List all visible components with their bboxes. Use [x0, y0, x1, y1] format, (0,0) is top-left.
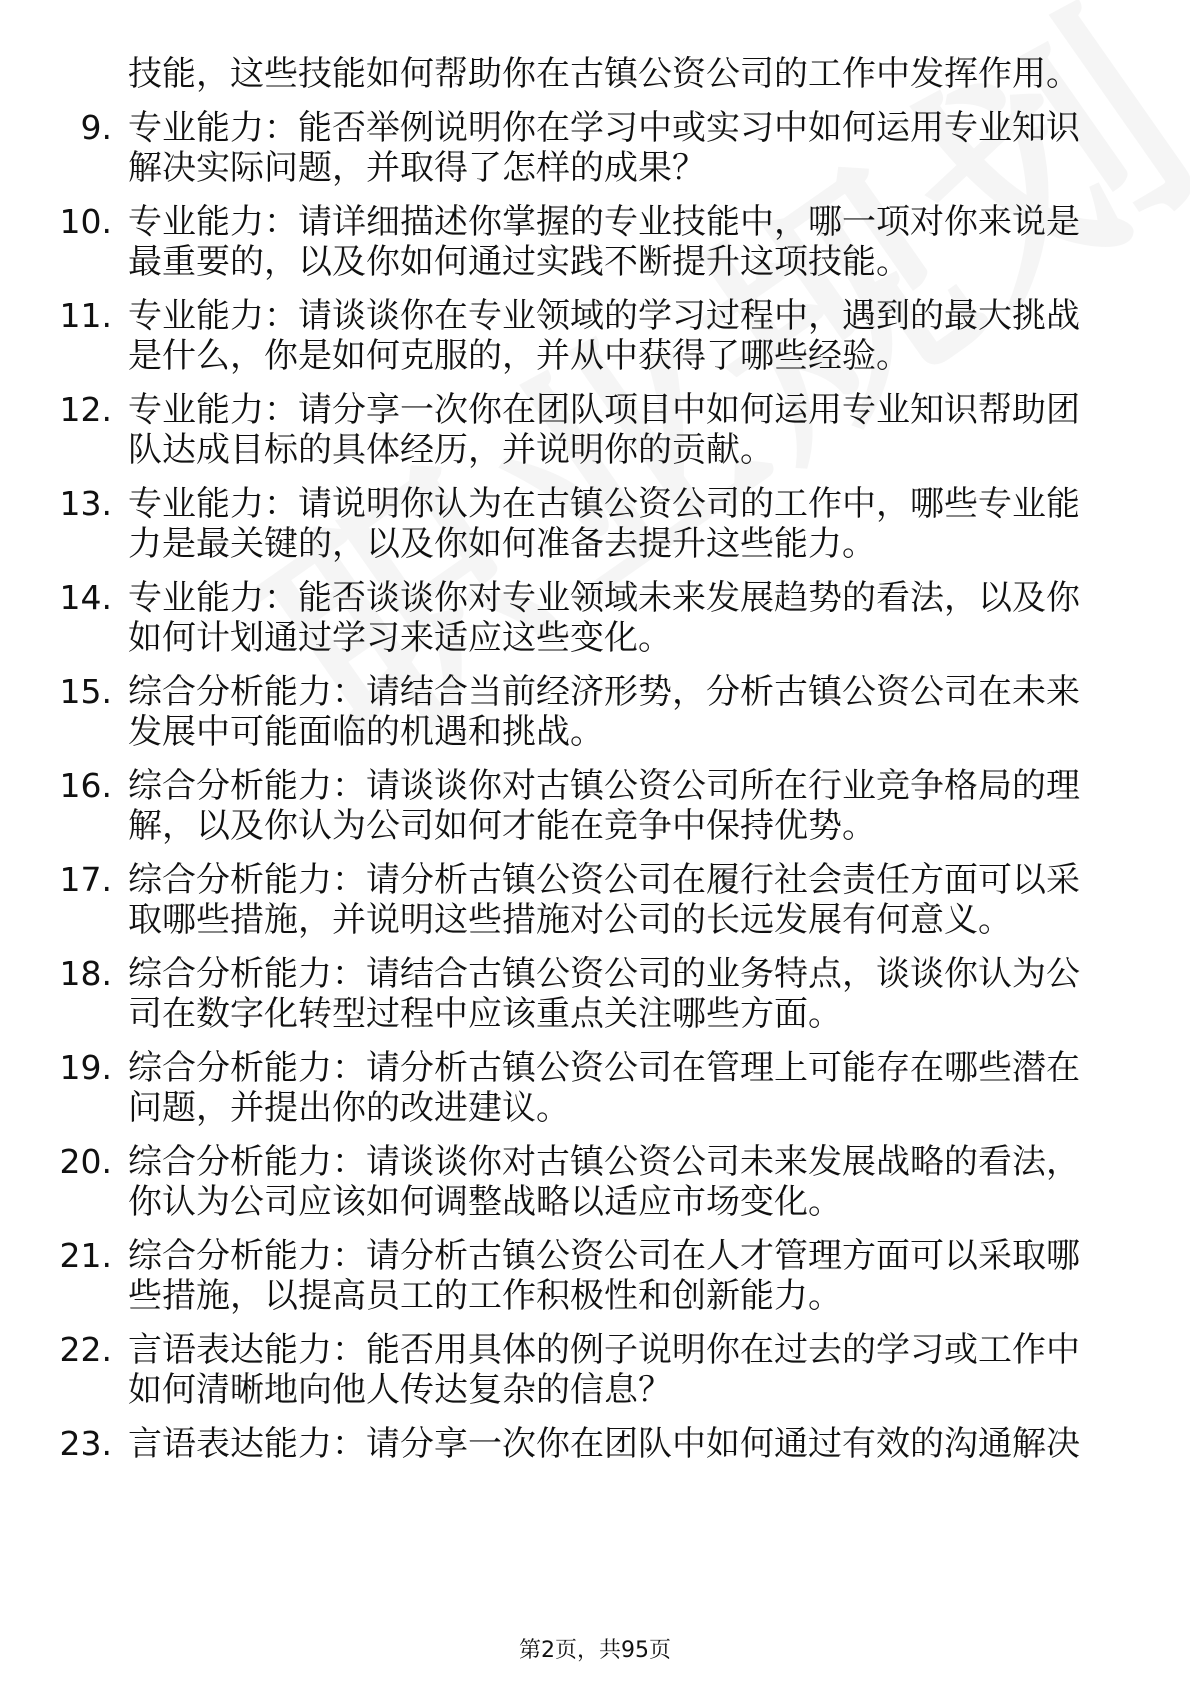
question-text-line: 言语表达能力：请分享一次你在团队中如何通过有效的沟通解决 [128, 1424, 1080, 1464]
question-text-line: 司在数字化转型过程中应该重点关注哪些方面。 [128, 994, 842, 1034]
question-number: 11. [59, 296, 112, 335]
question-number: 19. [59, 1048, 112, 1087]
question-text-line: 言语表达能力：能否用具体的例子说明你在过去的学习或工作中 [128, 1330, 1080, 1370]
question-text-line: 是什么，你是如何克服的，并从中获得了哪些经验。 [128, 336, 910, 376]
question-text-line: 专业能力：能否谈谈你对专业领域未来发展趋势的看法，以及你 [128, 578, 1080, 618]
question-text-line: 如何计划通过学习来适应这些变化。 [128, 618, 672, 658]
question-number: 15. [59, 672, 112, 711]
question-text-line: 问题，并提出你的改进建议。 [128, 1088, 570, 1128]
question-number: 13. [59, 484, 112, 523]
question-number: 14. [59, 578, 112, 617]
question-number: 17. [59, 860, 112, 899]
question-text-line: 解决实际问题，并取得了怎样的成果？ [128, 148, 706, 188]
question-text-line: 专业能力：能否举例说明你在学习中或实习中如何运用专业知识 [128, 108, 1080, 148]
question-text-line: 综合分析能力：请分析古镇公资公司在人才管理方面可以采取哪 [128, 1236, 1080, 1276]
question-text-line: 专业能力：请说明你认为在古镇公资公司的工作中，哪些专业能 [128, 484, 1080, 524]
question-text-line: 发展中可能面临的机遇和挑战。 [128, 712, 604, 752]
question-text-line: 解，以及你认为公司如何才能在竞争中保持优势。 [128, 806, 876, 846]
question-number: 18. [59, 954, 112, 993]
question-text-line: 你认为公司应该如何调整战略以适应市场变化。 [128, 1182, 842, 1222]
question-number: 12. [59, 390, 112, 429]
question-text-line: 如何清晰地向他人传达复杂的信息？ [128, 1370, 672, 1410]
page-number-footer: 第2页，共95页 [519, 1638, 671, 1663]
question-text-line: 专业能力：请分享一次你在团队项目中如何运用专业知识帮助团 [128, 390, 1080, 430]
question-text-line: 队达成目标的具体经历，并说明你的贡献。 [128, 430, 774, 470]
question-text-line: 最重要的，以及你如何通过实践不断提升这项技能。 [128, 242, 910, 282]
question-text-line: 综合分析能力：请结合当前经济形势，分析古镇公资公司在未来 [128, 672, 1080, 712]
question-number: 22. [59, 1330, 112, 1369]
question-number: 21. [59, 1236, 112, 1275]
question-number: 16. [59, 766, 112, 805]
continuation-line: 技能，这些技能如何帮助你在古镇公资公司的工作中发挥作用。 [128, 54, 1080, 94]
question-number: 9. [80, 108, 112, 147]
question-text-line: 力是最关键的，以及你如何准备去提升这些能力。 [128, 524, 876, 564]
question-text-line: 综合分析能力：请分析古镇公资公司在管理上可能存在哪些潜在 [128, 1048, 1080, 1088]
question-number: 23. [59, 1424, 112, 1463]
question-text-line: 专业能力：请谈谈你在专业领域的学习过程中，遇到的最大挑战 [128, 296, 1080, 336]
question-text-line: 些措施，以提高员工的工作积极性和创新能力。 [128, 1276, 842, 1316]
question-text-line: 专业能力：请详细描述你掌握的专业技能中，哪一项对你来说是 [128, 202, 1080, 242]
question-text-line: 综合分析能力：请谈谈你对古镇公资公司未来发展战略的看法， [128, 1142, 1080, 1182]
question-text-line: 取哪些措施，并说明这些措施对公司的长远发展有何意义。 [128, 900, 1012, 940]
question-text-line: 综合分析能力：请谈谈你对古镇公资公司所在行业竞争格局的理 [128, 766, 1080, 806]
question-text-line: 综合分析能力：请结合古镇公资公司的业务特点，谈谈你认为公 [128, 954, 1080, 994]
question-number: 20. [59, 1142, 112, 1181]
question-number: 10. [59, 202, 112, 241]
question-text-line: 综合分析能力：请分析古镇公资公司在履行社会责任方面可以采 [128, 860, 1080, 900]
